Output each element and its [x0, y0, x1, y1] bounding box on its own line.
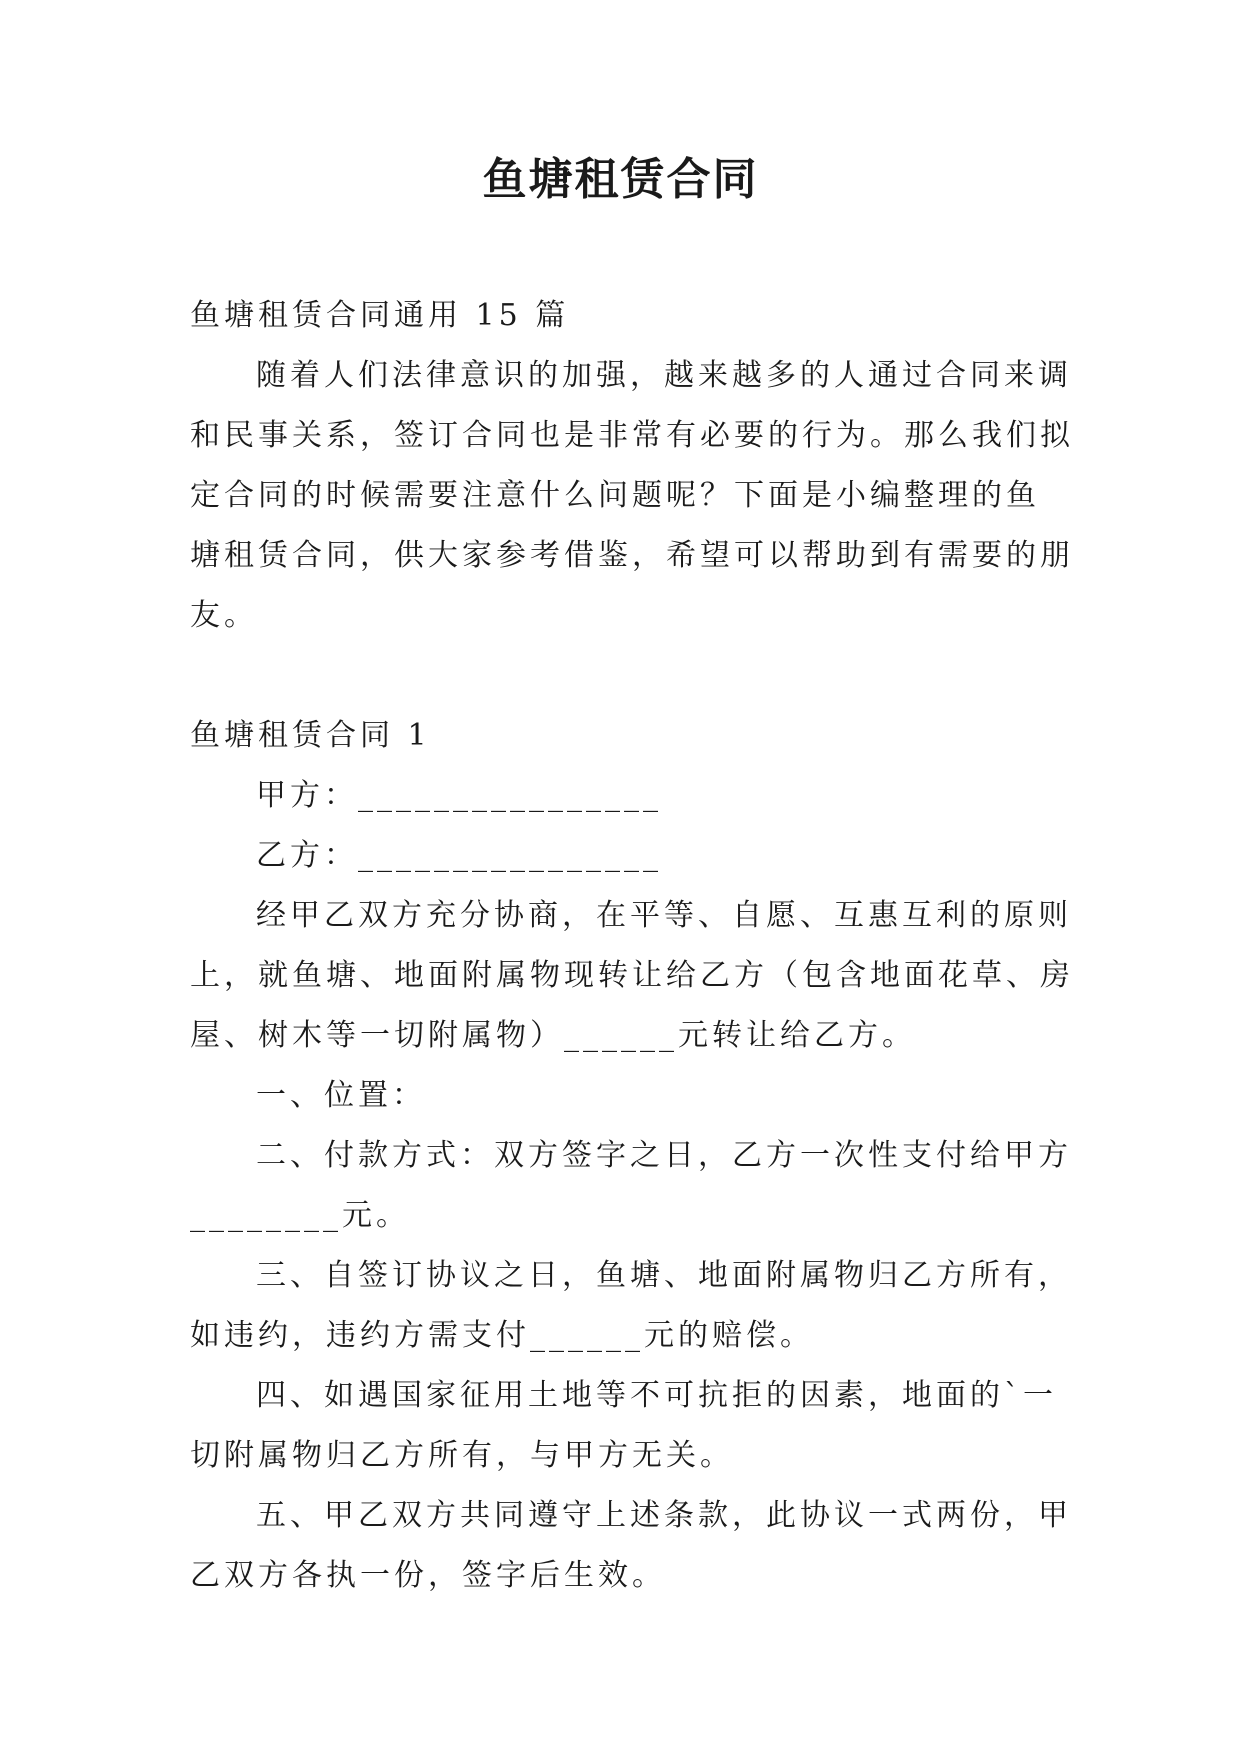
intro-line: 塘租赁合同，供大家参考借鉴，希望可以帮助到有需要的朋 — [190, 538, 1074, 573]
intro-line: 和民事关系，签订合同也是非常有必要的行为。那么我们拟 — [190, 418, 1074, 453]
clause-force-majeure — [190, 1366, 1060, 1486]
clause-line: 三、自签订协议之日，鱼塘、地面附属物归乙方所有， — [256, 1258, 1072, 1293]
document-body — [190, 286, 1074, 1606]
preamble-paragraph — [190, 886, 1074, 1066]
party-a-field: 甲方：________________ — [256, 778, 662, 813]
clause-effectiveness — [190, 1486, 1072, 1606]
section-spacer — [190, 646, 1060, 706]
clause-ownership — [190, 1246, 1072, 1366]
clause-line: 二、付款方式：双方签字之日，乙方一次性支付给甲方 — [256, 1138, 1072, 1173]
clause-line: 五、甲乙双方共同遵守上述条款，此协议一式两份，甲 — [256, 1498, 1072, 1533]
clause-location: 一、位置： — [256, 1078, 426, 1113]
section-heading: 鱼塘租赁合同 1 — [190, 718, 431, 753]
intro-line: 随着人们法律意识的加强，越来越多的人通过合同来调 — [256, 358, 1072, 393]
document-title: 鱼塘租赁合同 — [482, 154, 759, 205]
intro-line: 定合同的时候需要注意什么问题呢？下面是小编整理的鱼 — [190, 478, 1040, 513]
clause-line: 如违约，违约方需支付______元的赔偿。 — [190, 1318, 814, 1353]
intro-paragraph — [190, 346, 1074, 646]
intro-line: 友。 — [190, 598, 258, 633]
clause-line: ________元。 — [190, 1198, 410, 1233]
party-b-field: 乙方：________________ — [256, 838, 662, 873]
preamble-line: 屋、树木等一切附属物）______元转让给乙方。 — [190, 1018, 916, 1053]
clause-line: 乙双方各执一份，签字后生效。 — [190, 1558, 666, 1593]
preamble-line: 上，就鱼塘、地面附属物现转让给乙方（包含地面花草、房 — [190, 958, 1074, 993]
clause-payment — [190, 1126, 1072, 1246]
clause-line: 四、如遇国家征用土地等不可抗拒的因素，地面的`一 — [256, 1378, 1057, 1413]
document-subtitle: 鱼塘租赁合同通用 15 篇 — [190, 298, 570, 333]
clause-line: 切附属物归乙方所有，与甲方无关。 — [190, 1438, 734, 1473]
preamble-line: 经甲乙双方充分协商，在平等、自愿、互惠互利的原则 — [256, 898, 1072, 933]
